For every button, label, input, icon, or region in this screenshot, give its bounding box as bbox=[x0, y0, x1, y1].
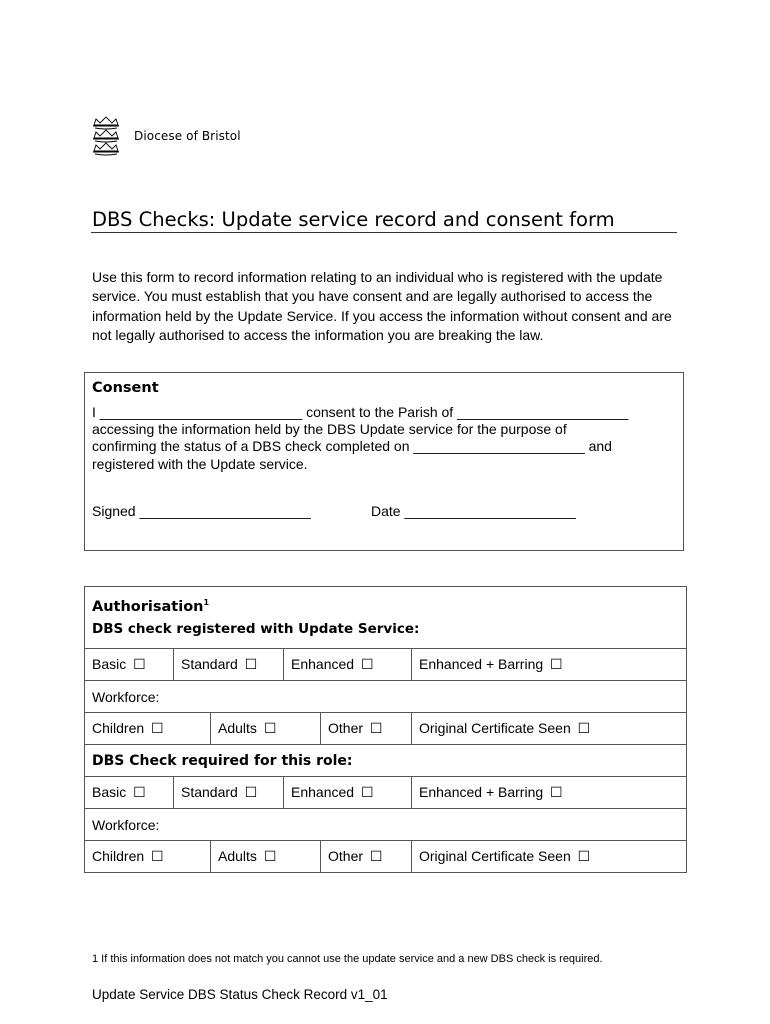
checkbox-icon[interactable]: ☐ bbox=[577, 720, 591, 736]
intro-paragraph: Use this form to record information relating to an individual who is registered with the update service. You must establish that you have consent and are legally authorised to access the information held by the Update Service. If you access the information without consent and are not legally authorised to access the information you are breaking the law. bbox=[92, 269, 672, 344]
checkbox-icon[interactable]: ☐ bbox=[360, 784, 374, 800]
date-field[interactable]: Date ______________________ bbox=[371, 503, 576, 519]
checkbox-icon[interactable]: ☐ bbox=[360, 656, 374, 672]
consent-line-1[interactable]: I __________________________ consent to the Parish of ______________________ bbox=[92, 404, 629, 420]
registered-workforce-row bbox=[85, 713, 687, 745]
checkbox-icon[interactable]: ☐ bbox=[151, 720, 164, 736]
consent-line-3[interactable]: confirming the status of a DBS check completed on ______________________ and bbox=[92, 438, 612, 455]
authorisation-header bbox=[85, 587, 687, 649]
consent-line-2: accessing the information held by the DBS Update service for the purpose of bbox=[92, 421, 567, 438]
page-title: DBS Checks: Update service record and consent form bbox=[92, 208, 615, 231]
consent-heading: Consent bbox=[92, 380, 159, 396]
registered-levels-row bbox=[85, 649, 687, 681]
required-other-option[interactable]: Other ☐ bbox=[321, 841, 412, 873]
footnote: 1 If this information does not match you cannot use the update service and a new DBS check is required. bbox=[92, 953, 603, 965]
document-footer: Update Service DBS Status Check Record v1_01 bbox=[92, 987, 388, 1002]
registered-basic-option[interactable]: Basic ☐ bbox=[85, 649, 174, 681]
registered-adults-option[interactable]: Adults ☐ bbox=[211, 713, 321, 745]
organization-name: Diocese of Bristol bbox=[134, 129, 241, 143]
registered-standard-option[interactable]: Standard ☐ bbox=[174, 649, 284, 681]
checkbox-icon[interactable]: ☐ bbox=[133, 656, 146, 672]
authorisation-heading: Authorisation$^1$ bbox=[92, 598, 210, 615]
three-crowns-icon bbox=[90, 116, 122, 156]
checkbox-icon[interactable]: ☐ bbox=[133, 784, 146, 800]
consent-line-4: registered with the Update service. bbox=[92, 455, 308, 472]
required-workforce-label: Workforce: bbox=[85, 809, 687, 841]
registered-workforce-label: Workforce: bbox=[85, 681, 687, 713]
checkbox-icon[interactable]: ☐ bbox=[550, 656, 563, 672]
required-certificate-seen-option[interactable]: Original Certificate Seen ☐ bbox=[412, 841, 687, 873]
required-levels-row bbox=[85, 777, 687, 809]
checkbox-icon[interactable]: ☐ bbox=[577, 848, 591, 864]
checkbox-icon[interactable]: ☐ bbox=[244, 656, 258, 672]
authorisation-table bbox=[84, 586, 687, 873]
footnote-ref: 1 bbox=[203, 598, 210, 607]
checkbox-icon[interactable]: ☐ bbox=[263, 848, 277, 864]
checkbox-icon[interactable]: ☐ bbox=[369, 848, 383, 864]
required-children-option[interactable]: Children ☐ bbox=[85, 841, 211, 873]
required-enhanced-barring-option[interactable]: Enhanced + Barring ☐ bbox=[412, 777, 687, 809]
registered-certificate-seen-option[interactable]: Original Certificate Seen ☐ bbox=[412, 713, 687, 745]
checkbox-icon[interactable]: ☐ bbox=[151, 848, 164, 864]
checkbox-icon[interactable]: ☐ bbox=[550, 784, 563, 800]
title-underline bbox=[91, 232, 677, 233]
checkbox-icon[interactable]: ☐ bbox=[369, 720, 383, 736]
required-label: DBS Check required for this role: bbox=[85, 745, 687, 777]
registered-children-option[interactable]: Children ☐ bbox=[85, 713, 211, 745]
registered-other-option[interactable]: Other ☐ bbox=[321, 713, 412, 745]
consent-statement bbox=[92, 404, 677, 473]
checkbox-icon[interactable]: ☐ bbox=[263, 720, 277, 736]
required-basic-option[interactable]: Basic ☐ bbox=[85, 777, 174, 809]
registered-enhanced-option[interactable]: Enhanced ☐ bbox=[284, 649, 412, 681]
required-workforce-row bbox=[85, 841, 687, 873]
required-enhanced-option[interactable]: Enhanced ☐ bbox=[284, 777, 412, 809]
checkbox-icon[interactable]: ☐ bbox=[244, 784, 258, 800]
required-standard-option[interactable]: Standard ☐ bbox=[174, 777, 284, 809]
registered-label: DBS check registered with Update Service: bbox=[92, 621, 420, 637]
required-adults-option[interactable]: Adults ☐ bbox=[211, 841, 321, 873]
signature-field[interactable]: Signed ______________________ bbox=[92, 503, 311, 519]
registered-enhanced-barring-option[interactable]: Enhanced + Barring ☐ bbox=[412, 649, 687, 681]
